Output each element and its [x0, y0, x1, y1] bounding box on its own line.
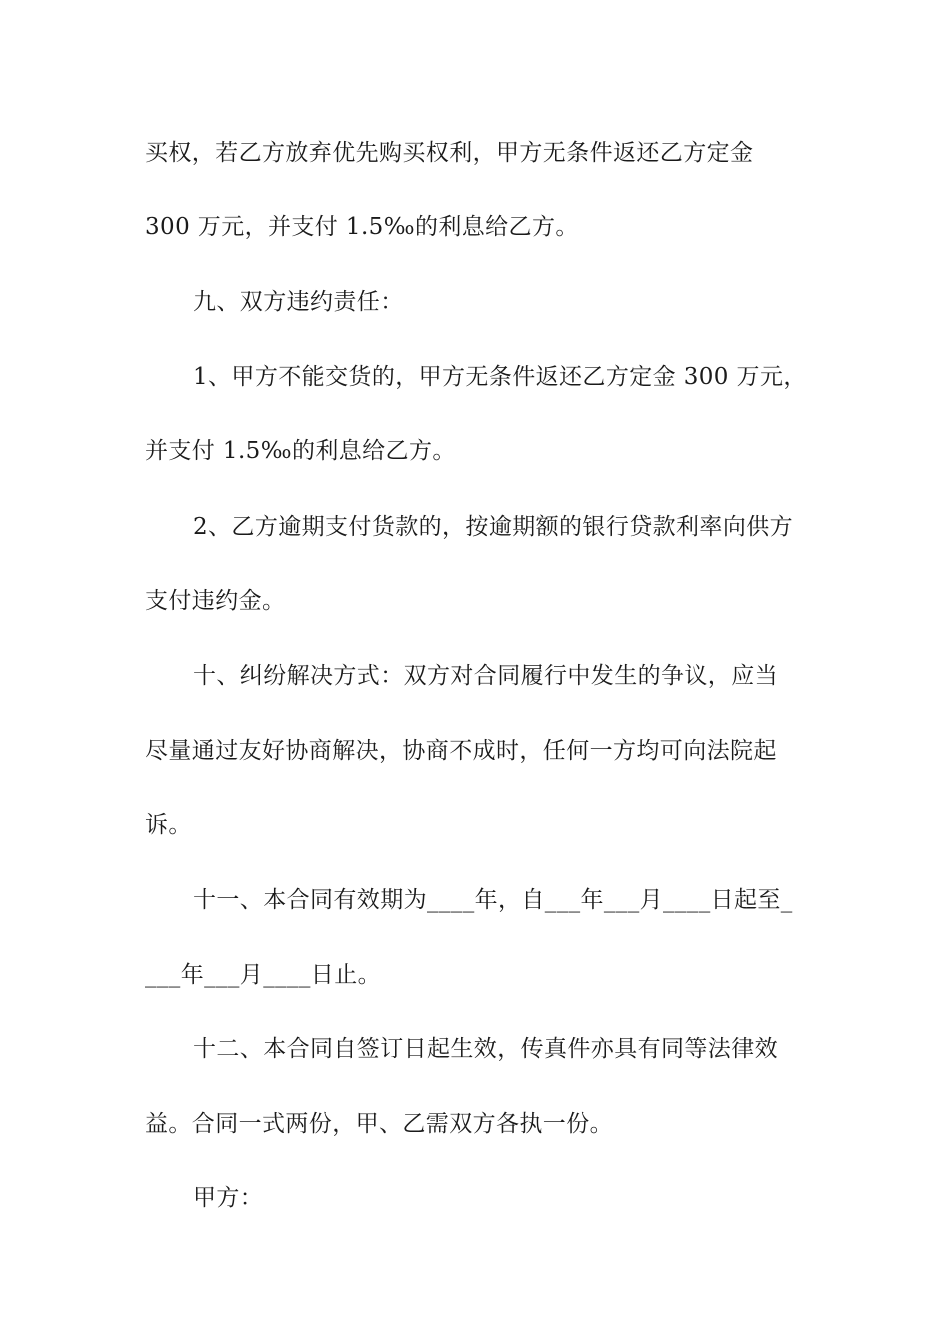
- text-line: 益。合同一式两份，甲、乙需双方各执一份。: [145, 1111, 613, 1137]
- party-a-label: 甲方：: [193, 1185, 264, 1211]
- text-line: 支付违约金。: [145, 588, 286, 614]
- text-line: 十二、本合同自签订日起生效，传真件亦具有同等法律效: [193, 1036, 778, 1062]
- text-line: 1、甲方不能交货的，甲方无条件返还乙方定金 300 万元，: [193, 364, 807, 390]
- text-line: 300 万元，并支付 1.5‰的利息给乙方。: [145, 214, 579, 240]
- text-line: 买权，若乙方放弃优先购买权利，甲方无条件返还乙方定金: [145, 140, 754, 166]
- section-heading: 九、双方违约责任：: [193, 289, 404, 315]
- text-line: ___年___月____日止。: [145, 962, 381, 988]
- text-line: 尽量通过友好协商解决，协商不成时，任何一方均可向法院起: [145, 738, 777, 764]
- text-line: 并支付 1.5‰的利息给乙方。: [145, 438, 456, 464]
- text-line: 诉。: [145, 812, 192, 838]
- text-line: 十一、本合同有效期为____年，自___年___月____日起至_: [193, 887, 793, 913]
- text-line: 十、纠纷解决方式：双方对合同履行中发生的争议，应当: [193, 663, 778, 689]
- text-line: 2、乙方逾期支付货款的，按逾期额的银行贷款利率向供方: [193, 514, 794, 540]
